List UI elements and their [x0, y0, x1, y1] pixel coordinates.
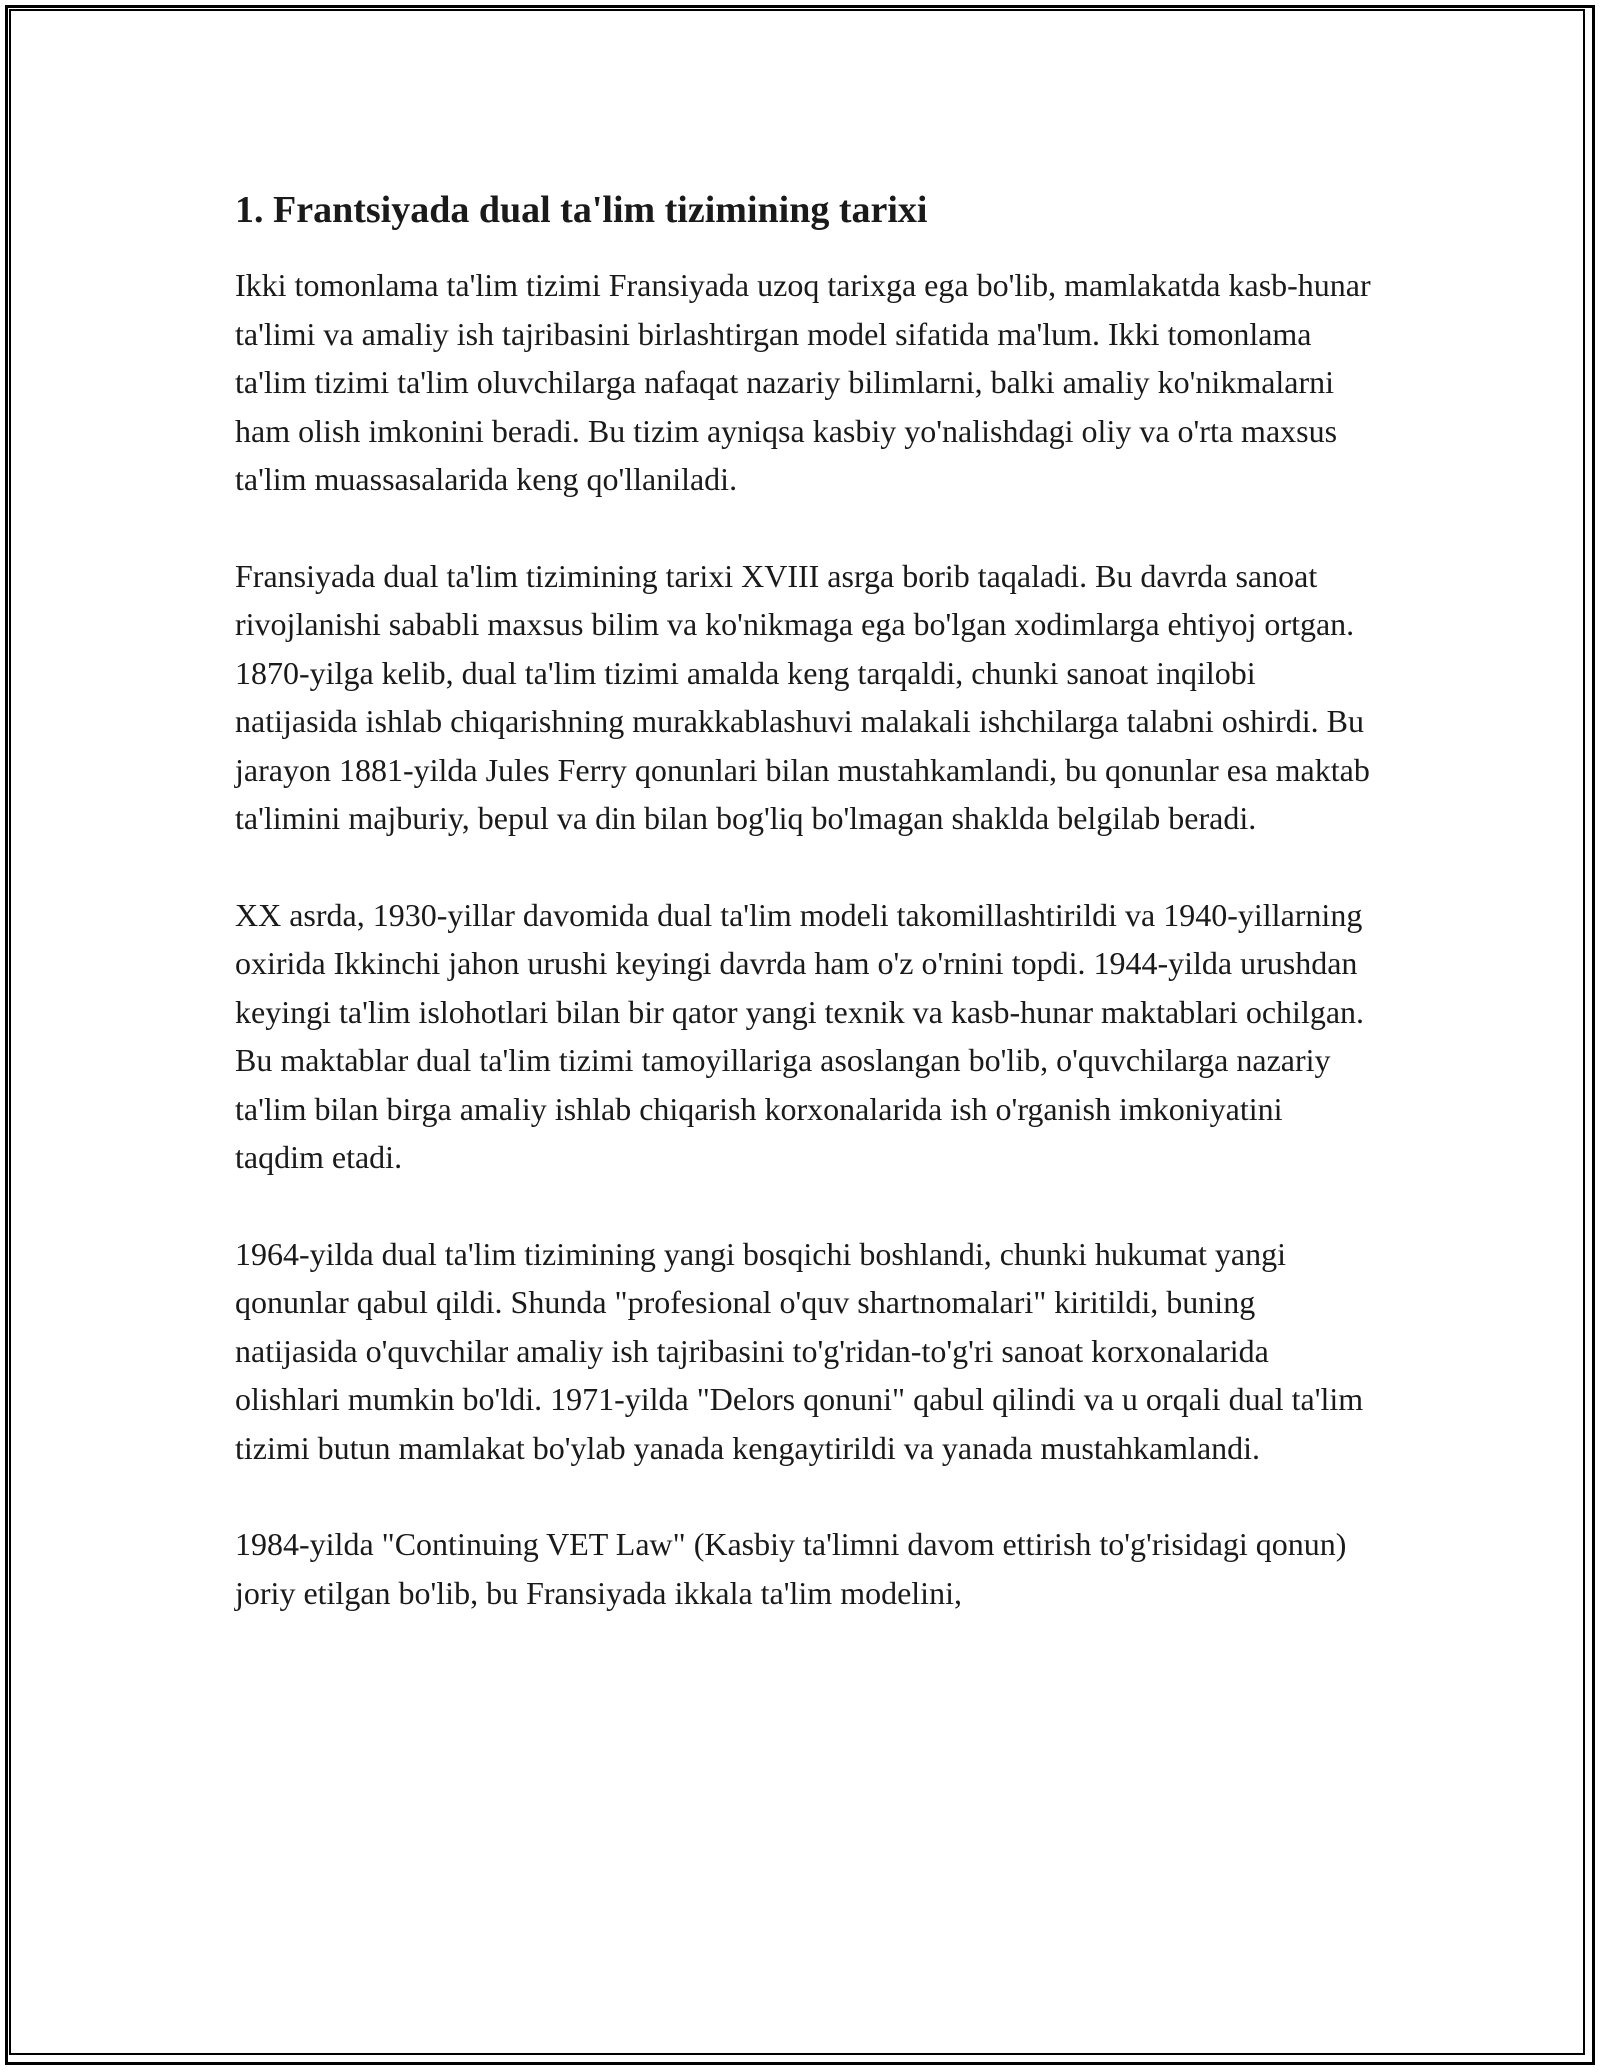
paragraph-3: XX asrda, 1930-yillar davomida dual ta'lim modeli takomillashtirildi va 1940-yillarning oxirida Ikkinchi jahon urushi keyingi davrda ham o'z o'rnini topdi. 1944-yilda urushdan keyingi ta'lim islohotlari bilan bir qator yangi texnik va kasb-hunar maktablari ochilgan. Bu maktablar dual ta'lim tizimi tamoyillariga asoslangan bo'lib, o'quvchilarga nazariy ta'lim bilan birga amaliy ishlab chiqarish korxonalarida ish o'rganish imkoniyatini taqdim etadi. [235, 896, 1365, 1175]
paragraph-4: 1964-yilda dual ta'lim tizimining yangi bosqichi boshlandi, chunki hukumat yangi qonunlar qabul qildi. Shunda "profesional o'quv shartnomalari" kiritildi, buning natijasida o'quvchilar amaliy ish tajribasini to'g'ridan-to'g'ri sanoat korxonalarida olishlari mumkin bo'ldi. 1971-yilda "Delors qonuni" qabul qilindi va u orqali dual ta'lim tizimi butun mamlakat bo'ylab yanada kengaytirildi va yanada mustahkamlandi. [235, 1235, 1364, 1466]
paragraph-1: Ikki tomonlama ta'lim tizimi Fransiyada uzoq tarixga ega bo'lib, mamlakatda kasb-hunar ta'limi va amaliy ish tajribasini birlashtirgan model sifatida ma'lum. Ikki tomonlama ta'lim tizimi ta'lim oluvchilarga nafaqat nazariy bilimlarni, balki amaliy ko'nikmalarni ham olish imkonini beradi. Bu tizim ayniqsa kasbiy yo'nalishdagi oliy va o'rta maxsus ta'lim muassasalarida keng qo'llaniladi. [235, 267, 1371, 497]
section-heading: 1. Frantsiyada dual ta'lim tizimining tarixi [235, 189, 928, 231]
paragraph-2: Fransiyada dual ta'lim tizimining tarixi XVIII asrga borib taqaladi. Bu davrda sanoat rivojlanishi sababli maxsus bilim va ko'nikmaga ega bo'lgan xodimlarga ehtiyoj ortgan. 1870-yilga kelib, dual ta'lim tizimi amalda keng tarqaldi, chunki sanoat inqilobi natijasida ishlab chiqarishning murakkablashuvi malakali ishchilarga talabni oshirdi. Bu jarayon 1881-yilda Jules Ferry qonunlari bilan mustahkamlandi, bu qonunlar esa maktab ta'limini majburiy, bepul va din bilan bog'liq bo'lmagan shaklda belgilab beradi. [235, 557, 1370, 836]
document-body [235, 185, 1375, 1665]
paragraph-5: 1984-yilda "Continuing VET Law" (Kasbiy ta'limni davom ettirish to'g'risidagi qonun) joriy etilgan bo'lib, bu Fransiyada ikkala ta'lim modelini, [235, 1526, 1347, 1611]
